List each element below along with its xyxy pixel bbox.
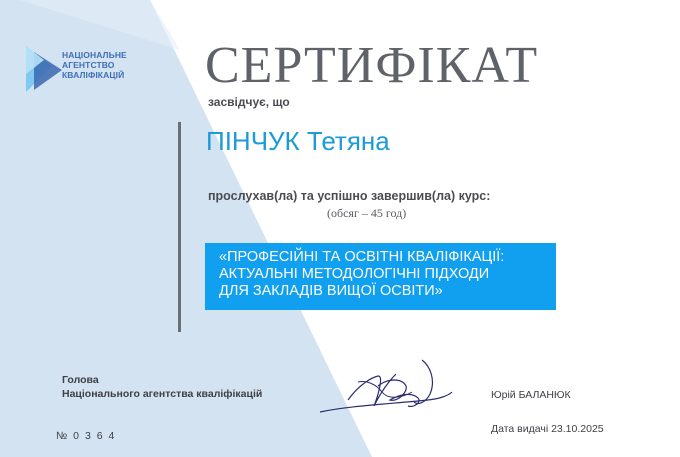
course-line-1: «ПРОФЕСІЙНІ ТА ОСВІТНІ КВАЛІФІКАЦІЇ: [219, 249, 505, 265]
issue-date: Дата видачі 23.10.2025 [491, 423, 604, 435]
logo-text [62, 50, 127, 80]
recipient-name: ПІНЧУК Тетяна [206, 126, 390, 156]
logo-line-3: КВАЛІФІКАЦІЙ [62, 70, 125, 80]
head-title-line-1: Голова [62, 374, 99, 386]
certificate-number: № 0 3 6 4 [56, 430, 116, 442]
signature-icon [318, 356, 454, 418]
certifies-text: засвідчує, що [208, 95, 290, 109]
certificate-title: СЕРТИФІКАТ [205, 37, 539, 94]
signer-name: Юрій БАЛАНЮК [491, 389, 571, 401]
course-title-box [205, 243, 556, 310]
course-line-2: АКТУАЛЬНІ МЕТОДОЛОГІЧНІ ПІДХОДИ [219, 266, 490, 282]
course-line-3: ДЛЯ ЗАКЛАДІВ ВИЩОЇ ОСВІТИ» [219, 283, 443, 299]
logo-line-1: НАЦІОНАЛЬНЕ [62, 50, 127, 60]
head-title-line-2: Національного агентства кваліфікацій [62, 388, 263, 400]
logo-line-2: АГЕНТСТВО [62, 60, 115, 70]
vertical-divider [178, 122, 181, 332]
naqa-triangle-logo-icon [24, 44, 64, 94]
completed-text: прослухав(ла) та успішно завершив(ла) курс: [208, 189, 491, 203]
head-title [62, 373, 262, 401]
course-volume: (обсяг – 45 год) [327, 206, 407, 220]
